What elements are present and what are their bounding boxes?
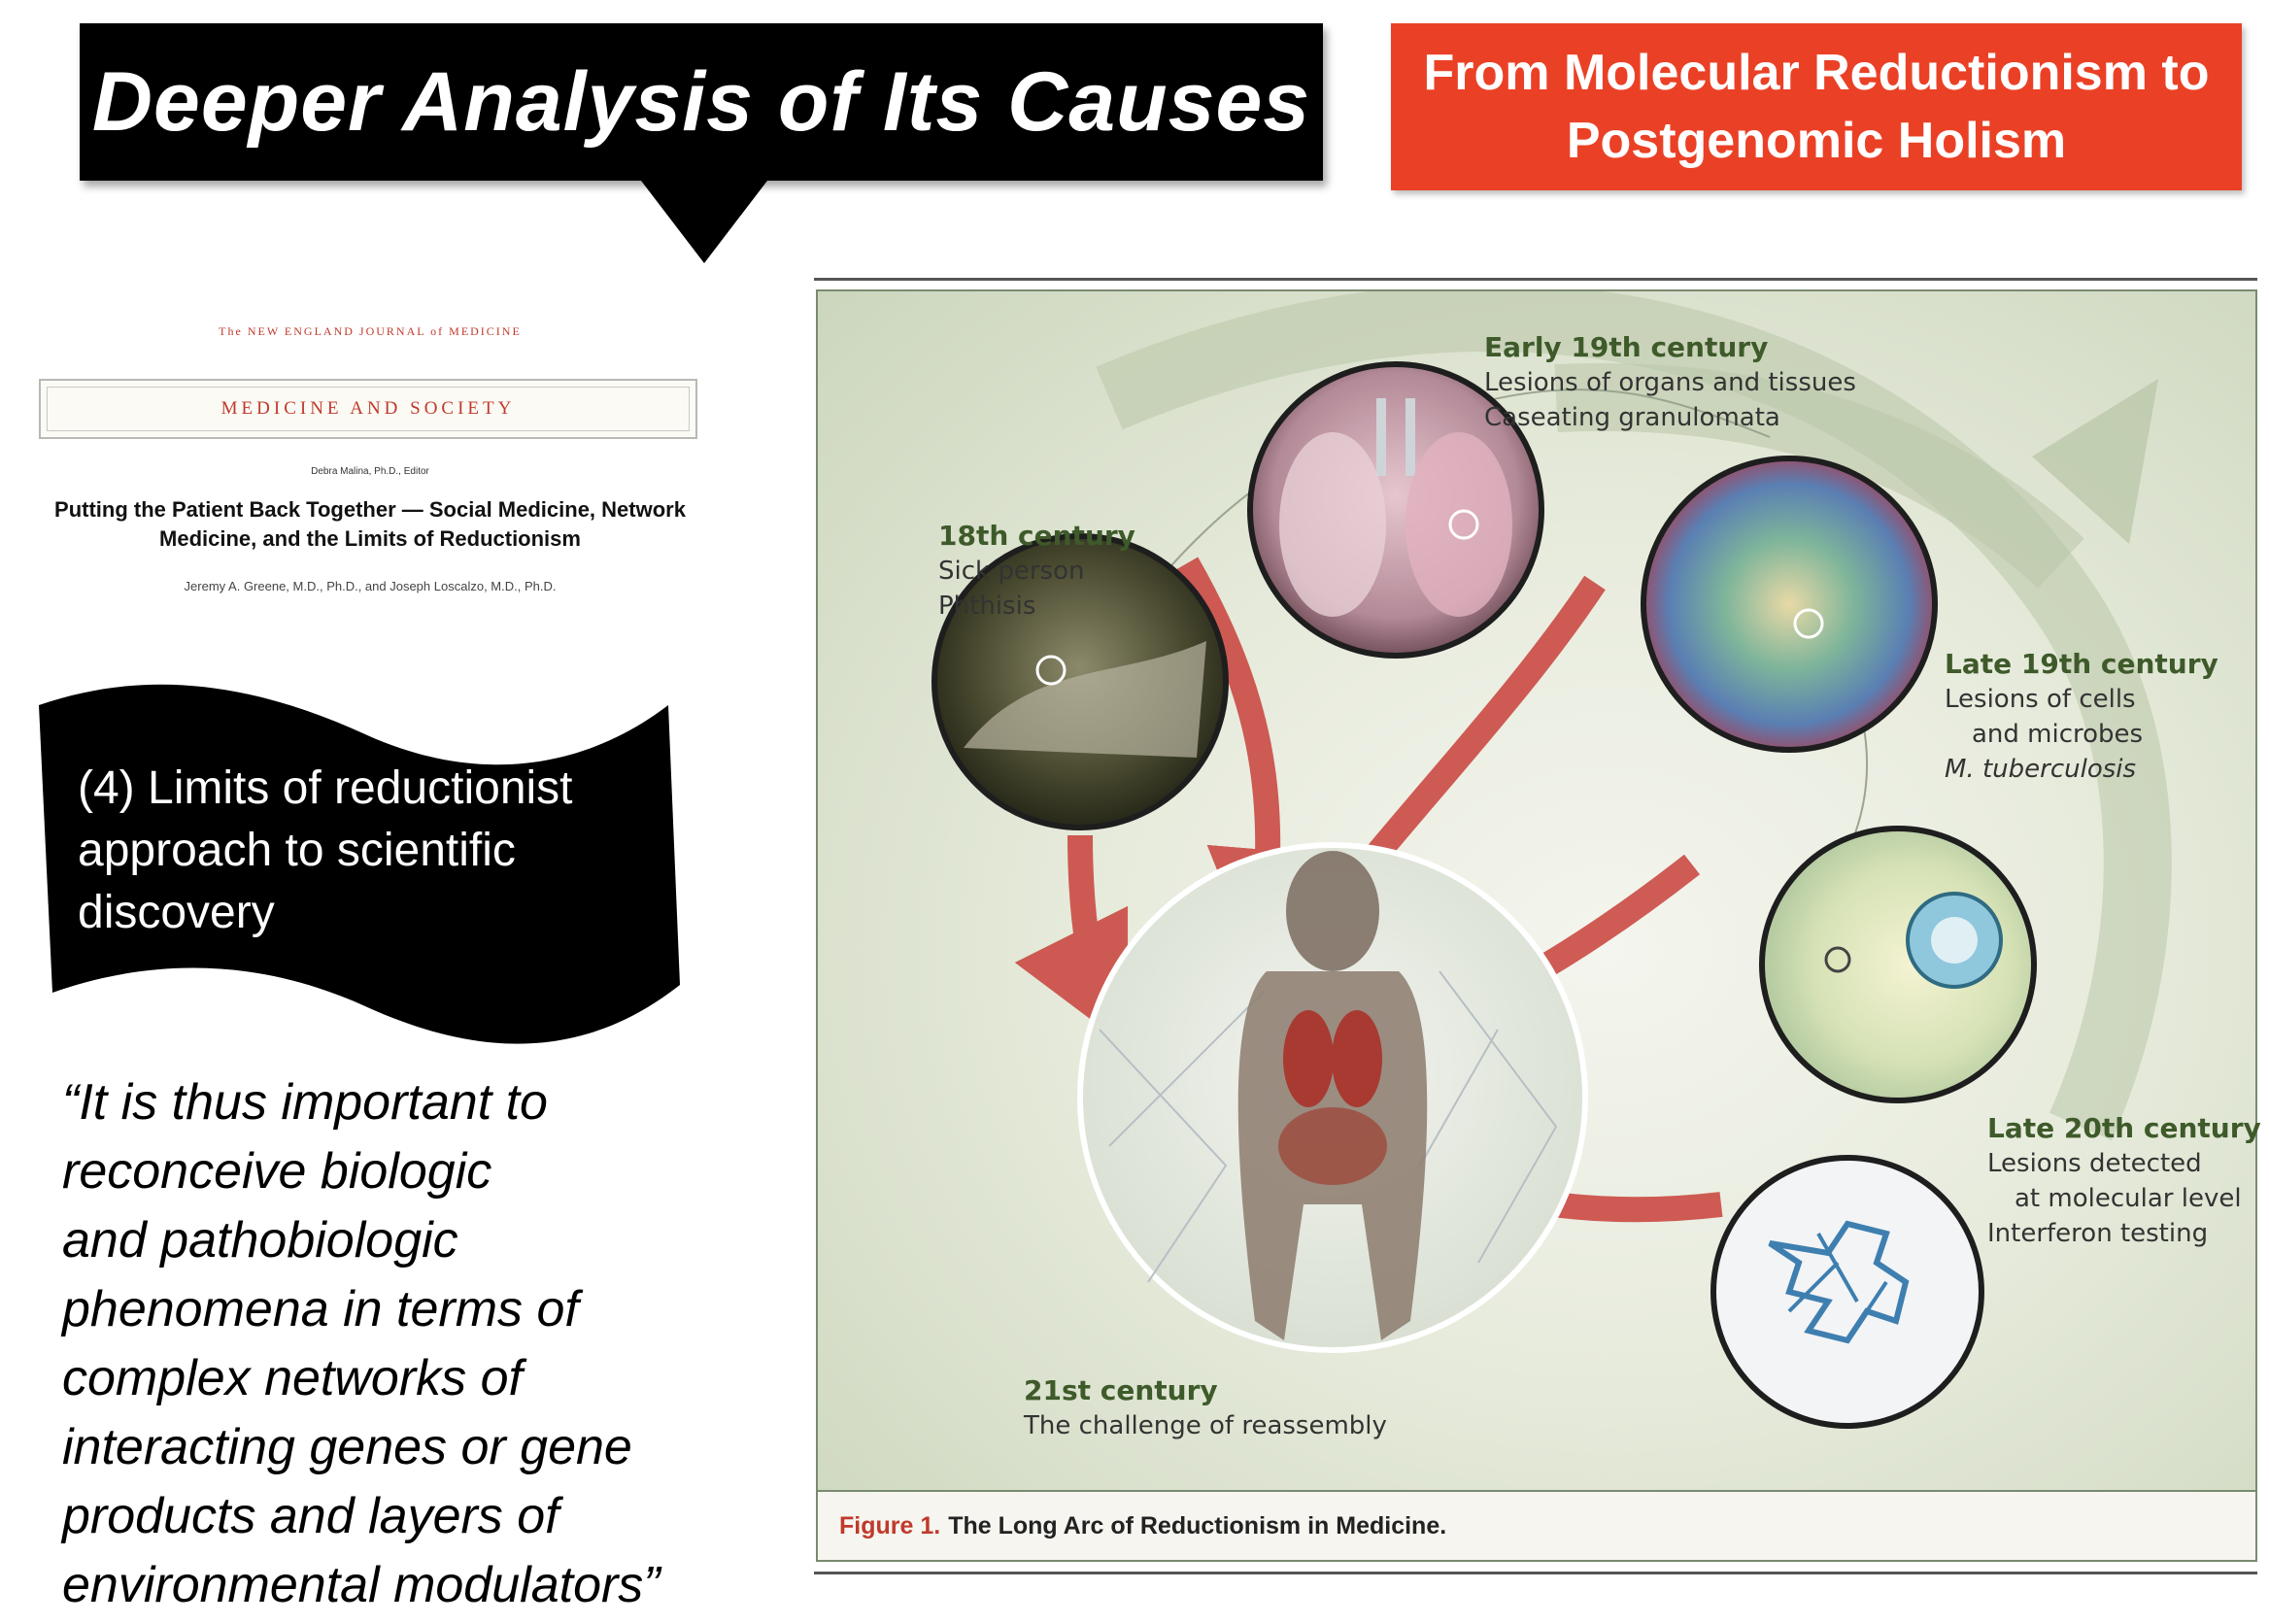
era-line-italic: M. tuberculosis [1945,755,2137,784]
era-line: Interferon testing [1987,1219,2209,1248]
era-title: 18th century [938,520,1135,552]
journal-excerpt [35,311,705,622]
era-late-20th-century [1987,1111,2261,1251]
section-box [39,379,697,439]
title-banner [80,23,1323,181]
quote-line: phenomena in terms of [62,1281,579,1337]
figure-bottom-rule [814,1572,2257,1574]
era-title: Late 19th century [1945,648,2218,680]
caption-label: Figure 1. [839,1511,941,1539]
era-early-19th-century [1484,330,1856,435]
caption-text: The Long Arc of Reductionism in Medicine. [948,1511,1447,1539]
figure-top-rule [814,278,2257,281]
quote-line: reconceive biologic [62,1143,492,1200]
article-authors: Jeremy A. Greene, M.D., Ph.D., and Joseph Loscalzo, M.D., Ph.D. [184,579,557,593]
era-18th-century [938,519,1135,624]
article-title-line-1: Putting the Patient Back Together — Social Medicine, Network [54,497,686,522]
era-line: and microbes [1972,720,2144,749]
quote-line: products and layers of [62,1488,559,1544]
subtitle-line-1: From Molecular Reductionism to [1423,45,2210,101]
editor-line: Debra Malina, Ph.D., Editor [311,466,429,477]
era-line: Lesions detected [1987,1149,2202,1178]
quote-line: complex networks of [62,1350,523,1406]
cells-circle [1643,458,1935,750]
quote-line: environmental modulators” [62,1557,660,1613]
era-line: Lesions of organs and tissues [1484,368,1856,397]
era-line: Sick person [938,557,1085,586]
journal-name: The NEW ENGLAND JOURNAL of MEDICINE [219,324,522,338]
subtitle-line-2: Postgenomic Holism [1566,113,2067,169]
flag-line-1: (4) Limits of reductionist [78,762,573,814]
era-title: 21st century [1024,1374,1218,1406]
figure-caption [816,1492,2257,1562]
era-line: The challenge of reassembly [1024,1411,1387,1440]
article-title-line-2: Medicine, and the Limits of Reductionism [159,526,581,551]
section-label: MEDICINE AND SOCIETY [220,398,516,419]
era-title: Early 19th century [1484,331,1769,363]
article-title [35,495,705,554]
flag-line-2: approach to scientific [78,825,516,876]
era-late-19th-century [1945,647,2218,787]
era-21st-century [1024,1373,1387,1443]
down-arrow-icon [641,181,767,268]
era-line: Phthisis [938,592,1036,621]
quote-line: and pathobiologic [62,1212,458,1269]
page-title: Deeper Analysis of Its Causes [91,54,1311,149]
quote-line: interacting genes or gene [62,1419,632,1475]
era-line: at molecular level [2015,1184,2242,1213]
figure-panel [816,289,2257,1492]
flag-text [78,758,622,944]
subtitle-banner [1391,23,2242,190]
figure-illustration [818,291,2257,1492]
quote-line: “It is thus important to [62,1074,548,1131]
era-line: Caseating granulomata [1484,403,1780,432]
era-line: Lesions of cells [1945,685,2136,714]
quote [62,1068,742,1620]
flag-line-3: discovery [78,887,275,938]
molecule-circle [1713,1158,1981,1426]
era-title: Late 20th century [1987,1112,2261,1144]
